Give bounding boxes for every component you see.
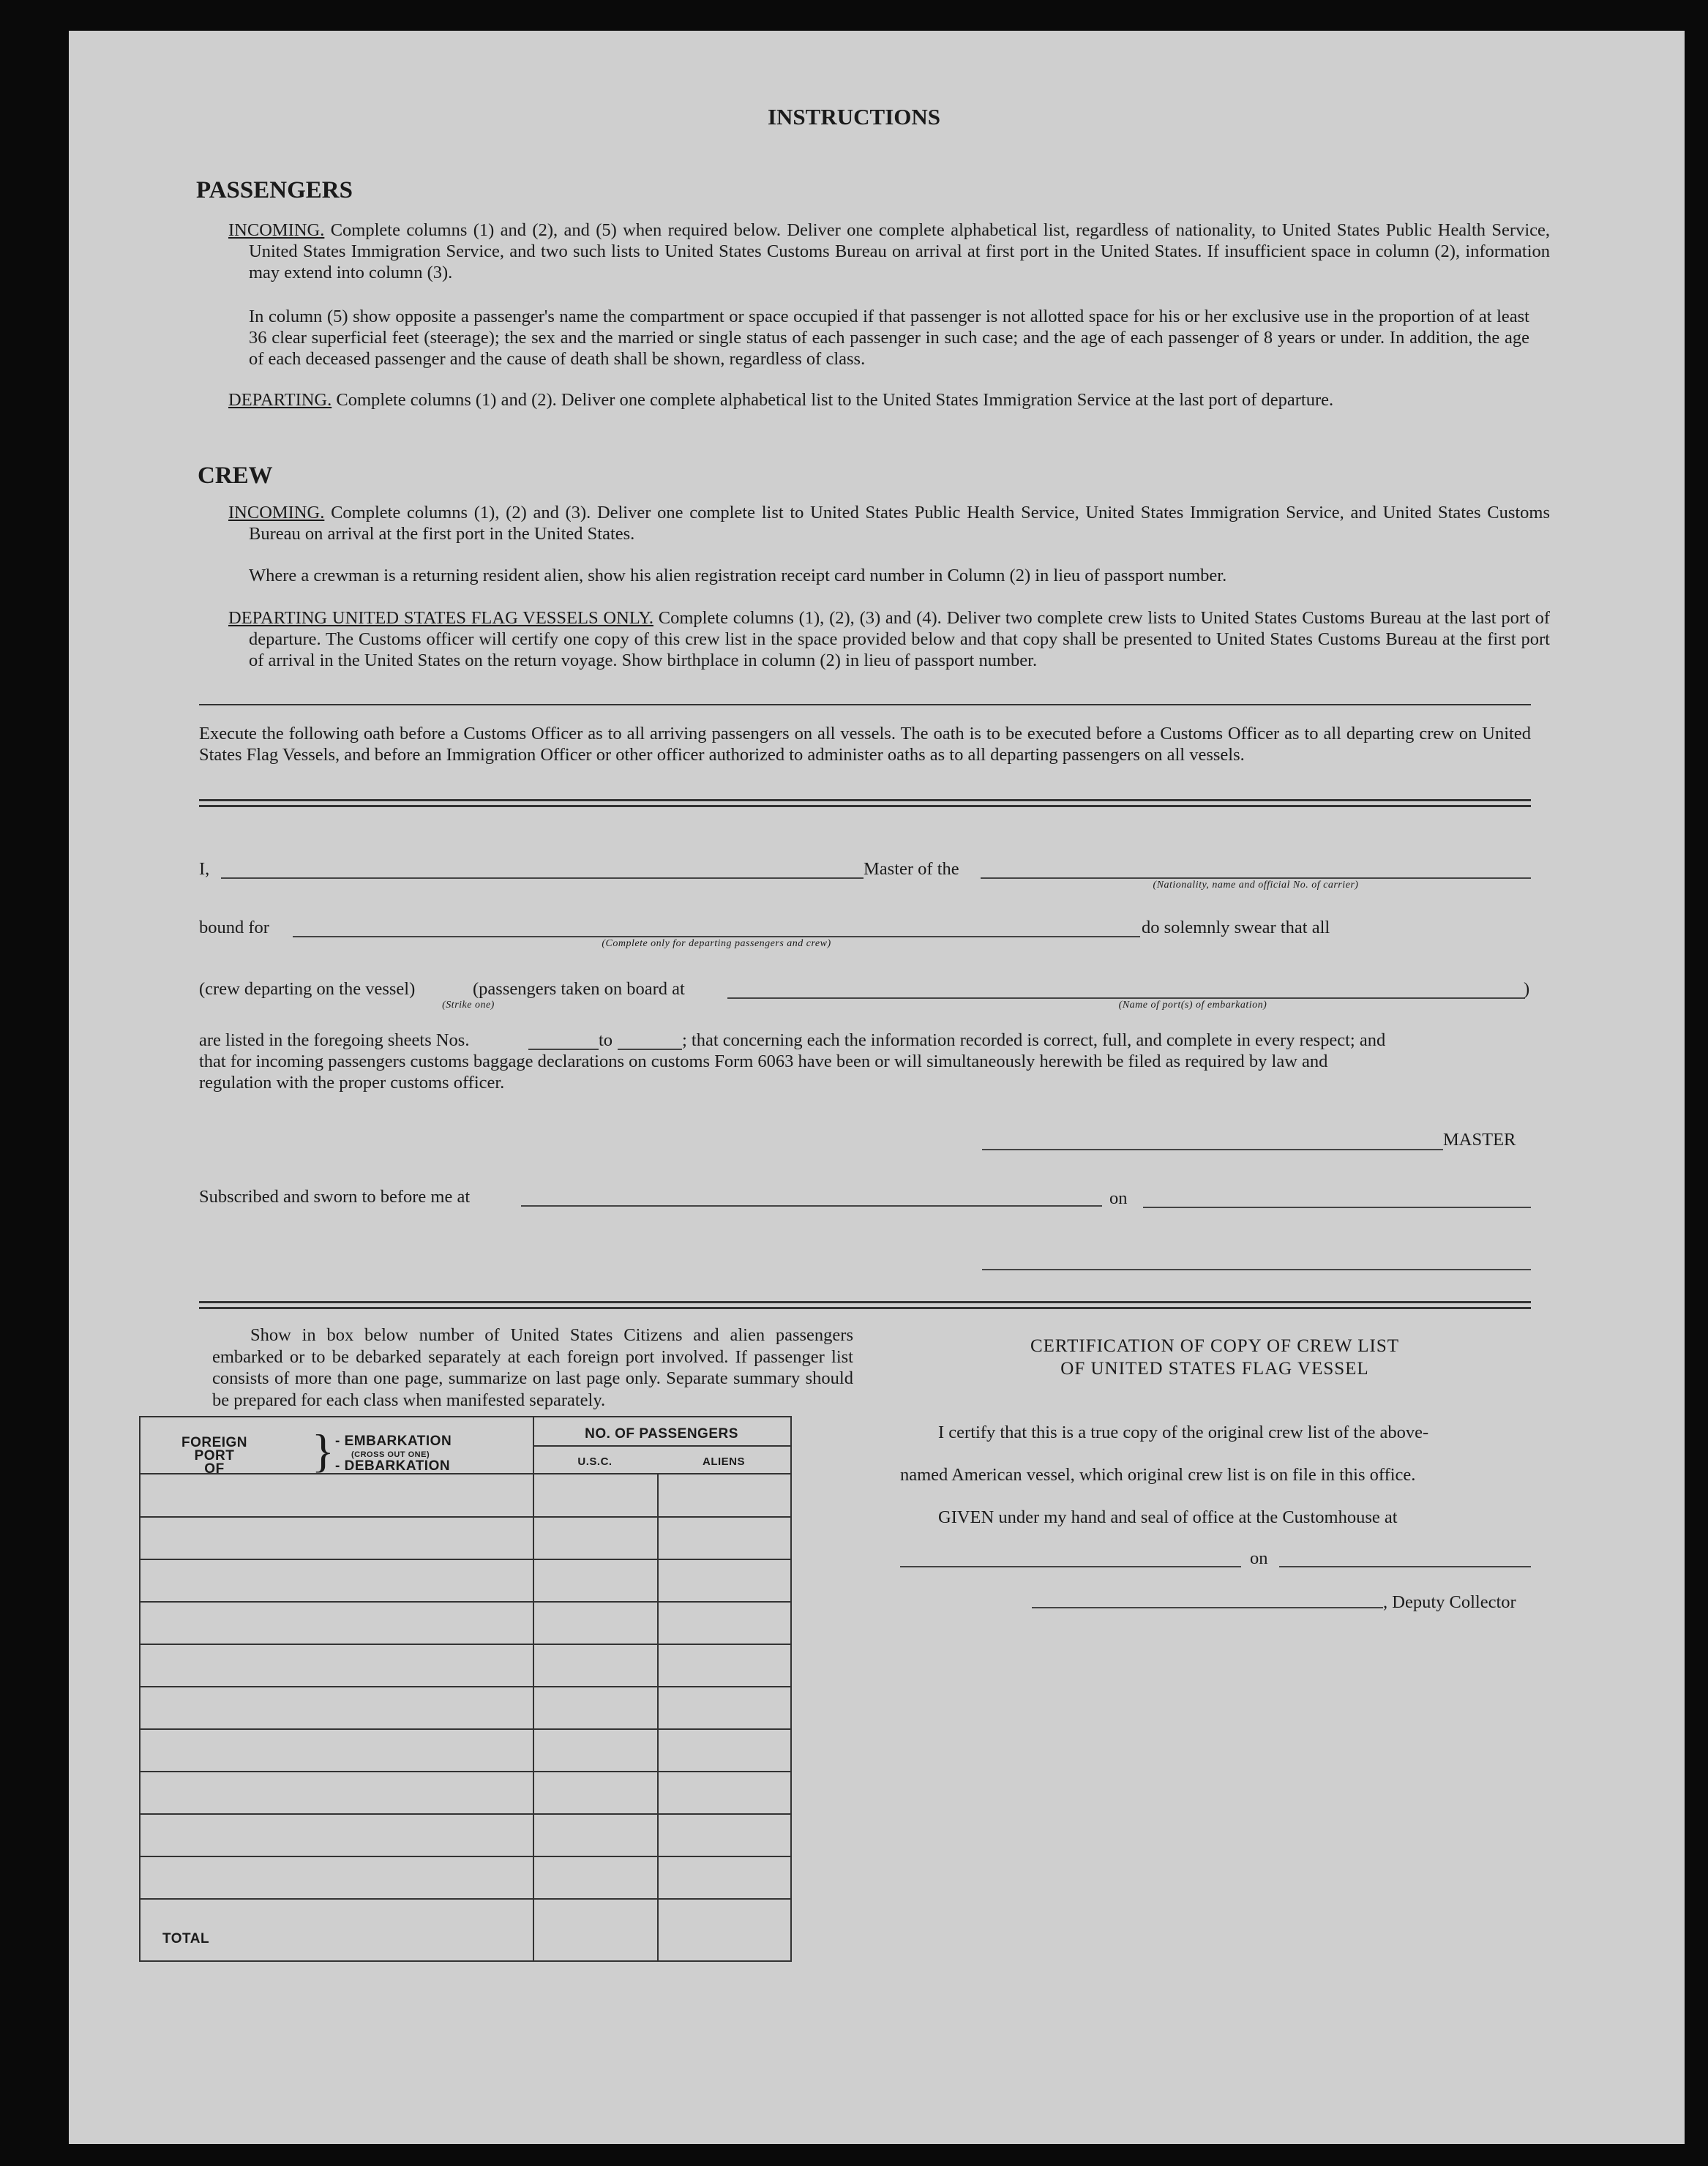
table-row-line (141, 1559, 790, 1560)
passengers-incoming-lead: INCOMING. (228, 220, 325, 240)
table-row-line (141, 1601, 790, 1603)
passengers-departing-text: Complete columns (1) and (2). Deliver one complete alphabetical list to the United States Immigration Service at the last port of departure. (336, 390, 1334, 410)
th-no-of-passengers: NO. OF PASSENGERS (585, 1426, 738, 1442)
page-title: INSTRUCTIONS (767, 104, 940, 130)
master-signature-field[interactable] (982, 1149, 1443, 1150)
master-of-label: Master of the (864, 859, 959, 879)
passengers-departing-paragraph (228, 389, 1550, 411)
table-row-line (141, 1686, 790, 1687)
th-foreign: FOREIGN (181, 1435, 248, 1450)
sworn-date-field[interactable] (1143, 1207, 1531, 1208)
th-total: TOTAL (162, 1931, 210, 1946)
table-row-line (141, 1516, 790, 1518)
oath-i-label: I, (199, 859, 210, 879)
sworn-on-label: on (1109, 1188, 1128, 1208)
certification-text-1: I certify that this is a true copy of the original crew list of the above- (938, 1423, 1429, 1442)
crew-incoming-text: Complete columns (1), (2) and (3). Deliver one complete list to United States Public Health Service, United States Immigration Service, and United States Customs Bureau on arrival at the first port in the United States. (249, 503, 1550, 544)
crew-heading: CREW (198, 462, 273, 489)
carrier-field[interactable] (981, 877, 1531, 879)
table-col-divider-1 (533, 1417, 534, 1960)
th-cross-out: (CROSS OUT ONE) (351, 1450, 430, 1459)
passengers-column5-paragraph: In column (5) show opposite a passenger's name the compartment or space occupied if that passenger is not allotted space for his or her exclusive use in the proportion of at least 36 clear superficial feet (steerage); the sex and the married or single status of each passenger in such case; and the age of each passenger of 8 years or under. In addition, the age of each deceased passenger and the cause of death shall be shown, regardless of class. (249, 307, 1529, 369)
table-row-line (141, 1898, 790, 1900)
passengers-incoming-text: Complete columns (1) and (2), and (5) when required below. Deliver one complete alphabetical list, regardless of nationality, to United States Public Health Service, United States Immigration Service, and two such lists to United States Customs Bureau on arrival at first port in the United States. If insufficient space in column (2), information may extend into column (3). (249, 220, 1551, 282)
bound-for-field[interactable] (293, 936, 1140, 937)
crew-resident-paragraph: Where a crewman is a returning resident alien, show his alien registration receipt card number in Column (2) in lieu of passport number. (249, 566, 1227, 585)
table-row-line (141, 1771, 790, 1772)
solemnly-swear-label: do solemnly swear that all (1142, 918, 1330, 937)
sheets-label: are listed in the foregoing sheets Nos. (199, 1030, 470, 1050)
oath-note: Execute the following oath before a Customs Officer as to all arriving passengers on all vessels. The oath is to be executed before a Customs Officer as to all departing crew on United States Flag Vessels, and before an Immigration Officer or other officer authorized to administer oaths as to all departing passengers on all vessels. (199, 724, 1531, 765)
summary-note: Show in box below number of United States Citizens and alien passengers embarked or to be debarked separately at each foreign port involved. If passenger list consists of more than one page, summarize on last page only. Separate summary should be prepared for each class when manifested separately. (212, 1325, 853, 1410)
th-of: OF (204, 1461, 225, 1477)
crew-departing-option: (crew departing on the vessel) (199, 979, 416, 999)
officer-signature-field[interactable] (982, 1269, 1531, 1270)
divider-double-1 (199, 799, 1531, 807)
passengers-taken-option: (passengers taken on board at (473, 979, 685, 999)
certification-title-line-1: CERTIFICATION OF COPY OF CREW LIST (1030, 1336, 1400, 1356)
oath-statement-3: regulation with the proper customs officer. (199, 1073, 505, 1093)
sheets-to-label: to (599, 1030, 613, 1050)
passengers-incoming-paragraph (228, 220, 1550, 283)
bound-for-label: bound for (199, 918, 269, 937)
sheets-to-field[interactable] (618, 1049, 682, 1050)
passengers-departing-lead: DEPARTING. (228, 390, 332, 410)
oath-statement-2: that for incoming passengers customs baggage declarations on customs Form 6063 have been or will simultaneously herewith be filed as required by law and (199, 1052, 1328, 1071)
strike-one-caption: (Strike one) (442, 1000, 495, 1011)
passenger-summary-table (139, 1416, 792, 1962)
embarkation-ports-field[interactable] (727, 997, 1525, 999)
certification-text-2: named American vessel, which original crew list is on file in this office. (900, 1465, 1416, 1485)
sworn-place-field[interactable] (521, 1205, 1102, 1207)
certification-on-label: on (1250, 1548, 1268, 1568)
divider-top (199, 704, 1531, 705)
certification-date-field[interactable] (1279, 1566, 1531, 1567)
certification-text-3: GIVEN under my hand and seal of office at the Customhouse at (938, 1507, 1398, 1527)
carrier-caption: (Nationality, name and official No. of carrier) (1153, 880, 1359, 891)
th-embarkation: - EMBARKATION (335, 1434, 452, 1449)
sheets-from-field[interactable] (528, 1049, 599, 1050)
oath-statement-1: ; that concerning each the information recorded is correct, full, and complete in every respect; and (682, 1030, 1386, 1050)
passengers-heading: PASSENGERS (196, 177, 353, 203)
table-brace: } (312, 1425, 334, 1477)
table-row-line (141, 1856, 790, 1857)
deputy-collector-label: , Deputy Collector (1383, 1592, 1516, 1612)
close-paren: ) (1524, 979, 1530, 999)
table-subheader-rule (533, 1445, 790, 1447)
th-aliens: ALIENS (702, 1455, 745, 1468)
th-port: PORT (194, 1448, 235, 1464)
table-row-line (141, 1728, 790, 1730)
customhouse-field[interactable] (900, 1566, 1241, 1567)
divider-double-2 (199, 1301, 1531, 1309)
embarkation-ports-caption: (Name of port(s) of embarkation) (1118, 1000, 1267, 1011)
subscribed-label: Subscribed and sworn to before me at (199, 1187, 471, 1207)
th-usc: U.S.C. (577, 1455, 613, 1468)
table-row-line (141, 1813, 790, 1815)
crew-departing-lead: DEPARTING UNITED STATES FLAG VESSELS ONLY. (228, 608, 653, 628)
certification-title-line-2: OF UNITED STATES FLAG VESSEL (1060, 1359, 1369, 1379)
crew-incoming-paragraph (228, 502, 1550, 544)
bound-for-caption: (Complete only for departing passengers and crew) (602, 938, 831, 949)
crew-departing-paragraph (228, 607, 1550, 671)
deputy-signature-field[interactable] (1032, 1607, 1383, 1608)
certification-title (900, 1335, 1529, 1380)
master-label: MASTER (1443, 1130, 1516, 1150)
th-debarkation: - DEBARKATION (335, 1458, 451, 1474)
table-row-line (141, 1644, 790, 1645)
crew-departing-text: Complete columns (1), (2), (3) and (4). Deliver two complete crew lists to United States Customs Bureau at the last port of departure. The Customs officer will certify one copy of this crew list in the space provided below and that copy shall be presented to United States Customs Bureau at the first port of arrival in the United States on the return voyage. Show birthplace in column (2) in lieu of passport number. (249, 608, 1550, 670)
master-name-field[interactable] (221, 877, 864, 879)
table-col-divider-2 (657, 1474, 659, 1960)
crew-incoming-lead: INCOMING. (228, 503, 325, 522)
